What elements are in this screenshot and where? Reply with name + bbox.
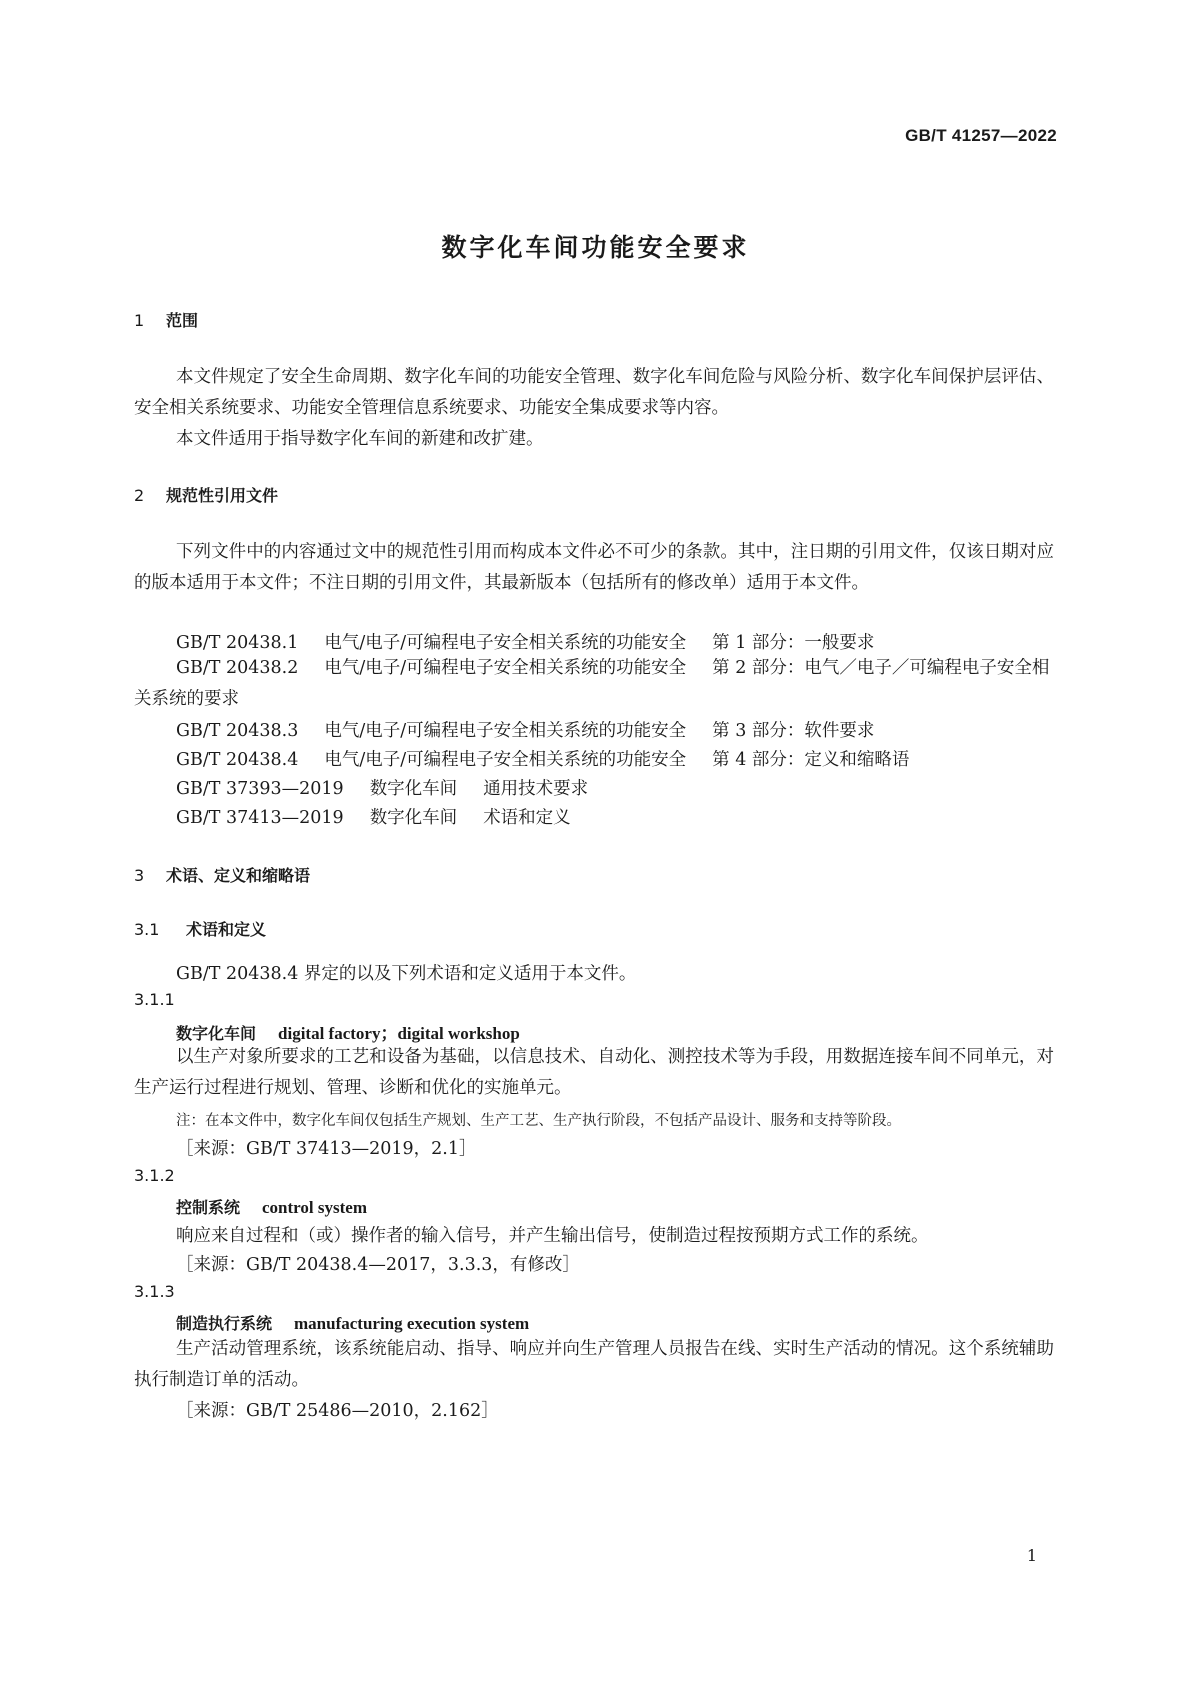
reference-item [176,629,874,654]
term-zh: 制造执行系统 [176,1314,273,1333]
reference-part: 第 2 部分：电气／电子／可编程电子安全相关系统的要求 [134,658,1050,709]
reference-code: GB/T 37413—2019 [176,808,344,828]
reference-title: 电气/电子/可编程电子安全相关系统的功能安全 [324,750,687,770]
term-en: control system [262,1198,367,1217]
section-number: 3 [134,866,145,885]
reference-title: 数字化车间 [369,808,458,828]
reference-title: 电气/电子/可编程电子安全相关系统的功能安全 [324,721,687,741]
section-3-1-heading [134,917,266,940]
term-zh: 数字化车间 [176,1024,257,1043]
reference-item [134,653,1054,715]
term-definition: 以生产对象所要求的工艺和设备为基础，以信息技术、自动化、测控技术等为手段，用数据连接车间不同单元，对生产运行过程进行规划、管理、诊断和优化的实施单元。 [134,1047,1054,1098]
terms-intro: GB/T 20438.4 界定的以及下列术语和定义适用于本文件。 [176,964,637,984]
section-title: 规范性引用文件 [166,486,279,505]
term-definition: 生产活动管理系统，该系统能启动、指导、响应并向生产管理人员报告在线、实时生产活动的情况。这个系统辅助执行制造订单的活动。 [134,1339,1054,1390]
reference-part: 第 1 部分：一般要求 [712,633,875,653]
section-1-paragraph-1: 本文件规定了安全生命周期、数字化车间的功能安全管理、数字化车间危险与风险分析、数字化车间保护层评估、安全相关系统要求、功能安全管理信息系统要求、功能安全集成要求等内容。 [134,367,1054,418]
section-1-heading [134,308,198,331]
reference-title: 电气/电子/可编程电子安全相关系统的功能安全 [324,658,687,678]
section-number: 1 [134,311,145,330]
section-title: 术语和定义 [186,920,267,939]
reference-title: 电气/电子/可编程电子安全相关系统的功能安全 [324,633,687,653]
document-title: 数字化车间功能安全要求 [441,233,750,262]
reference-item [176,804,571,829]
reference-part: 第 3 部分：软件要求 [712,721,875,741]
term-definition: 响应来自过程和（或）操作者的输入信号，并产生输出信号，使制造过程按预期方式工作的系统。 [176,1226,929,1246]
reference-item [176,775,588,800]
reference-code: GB/T 20438.3 [176,721,299,741]
term-en: manufacturing execution system [294,1314,530,1333]
standard-number: GB/T 41257—2022 [905,126,1057,145]
term-number: 3.1.3 [134,1282,175,1301]
section-number: 3.1 [134,920,160,939]
term-source: ［来源：GB/T 20438.4—2017，3.3.3，有修改］ [176,1255,580,1275]
section-3-heading [134,863,310,886]
term-heading [176,1195,367,1218]
term-number: 3.1.2 [134,1166,175,1185]
term-note: 注：在本文件中，数字化车间仅包括生产规划、生产工艺、生产执行阶段，不包括产品设计、服务和支持等阶段。 [176,1113,901,1129]
reference-part: 第 4 部分：定义和缩略语 [712,750,910,770]
term-source: ［来源：GB/T 37413—2019，2.1］ [176,1139,477,1159]
term-heading [176,1019,520,1044]
page-number: 1 [1026,1546,1037,1565]
section-title: 术语、定义和缩略语 [166,866,311,885]
term-zh: 控制系统 [176,1198,241,1217]
term-source: ［来源：GB/T 25486—2010，2.162］ [176,1401,499,1421]
section-2-heading [134,483,278,506]
reference-item [176,717,874,742]
term-en: digital factory；digital workshop [278,1024,520,1043]
section-1-paragraph-2: 本文件适用于指导数字化车间的新建和改扩建。 [176,429,544,449]
reference-item [176,746,909,771]
reference-code: GB/T 20438.2 [176,658,299,678]
section-number: 2 [134,486,145,505]
reference-code: GB/T 37393—2019 [176,779,344,799]
section-2-paragraph-1: 下列文件中的内容通过文中的规范性引用而构成本文件必不可少的条款。其中，注日期的引用文件，仅该日期对应的版本适用于本文件；不注日期的引用文件，其最新版本（包括所有的修改单）适用于本文件。 [134,542,1054,593]
section-title: 范围 [166,311,199,330]
reference-part: 术语和定义 [483,808,571,828]
reference-part: 通用技术要求 [483,779,589,799]
reference-code: GB/T 20438.4 [176,750,299,770]
reference-code: GB/T 20438.1 [176,633,299,653]
term-heading [176,1311,529,1334]
term-number: 3.1.1 [134,990,175,1009]
reference-title: 数字化车间 [369,779,458,799]
